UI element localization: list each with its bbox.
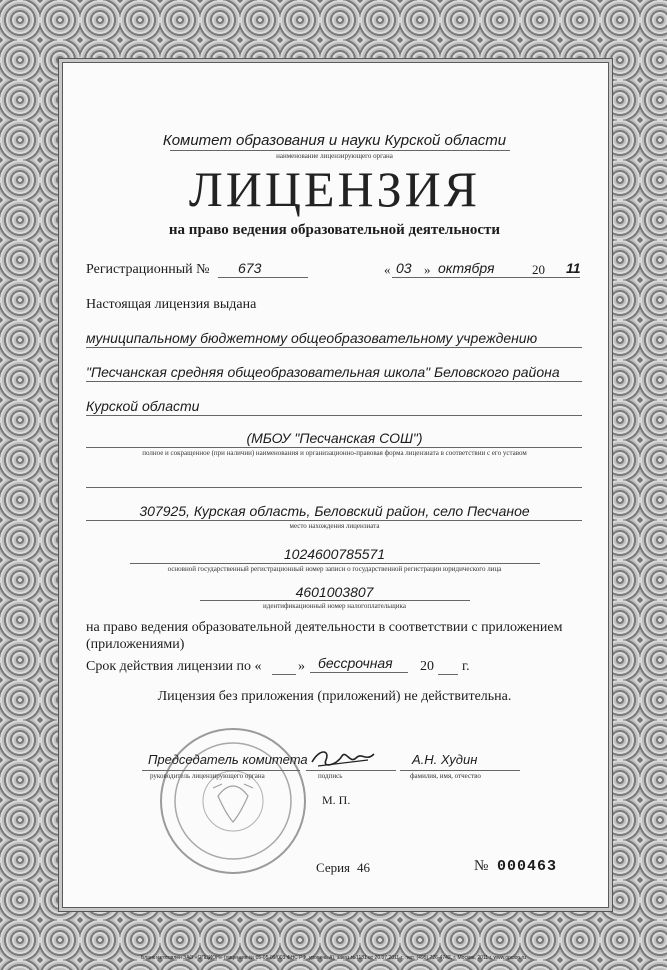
blank-rule: [86, 487, 582, 488]
inn-caption: идентификационный номер налогоплательщика: [263, 602, 406, 610]
activity-line-1: на право ведения образовательной деятельности в соответствии с приложением: [86, 620, 563, 635]
issued-label: Настоящая лицензия выдана: [86, 297, 257, 312]
address-caption: место нахождения лицензиата: [289, 522, 380, 530]
validity-month-rule: [310, 672, 408, 673]
registration-label: Регистрационный №: [86, 262, 210, 277]
registration-month: октября: [438, 260, 495, 276]
registration-quote-open: «: [384, 262, 391, 277]
registration-year-prefix: 20: [532, 262, 545, 277]
serial-number: 000463: [497, 858, 558, 875]
licensee-short-name: (МБОУ "Песчанская СОШ"): [246, 430, 423, 446]
inn-rule: [200, 600, 470, 601]
licensee-line-1: муниципальному бюджетному общеобразовательному учреждению: [86, 330, 538, 346]
validity-label: Срок действия лицензии по «: [86, 659, 262, 674]
signature-caption: подпись: [318, 772, 343, 780]
ogrn-value: 1024600785571: [283, 546, 386, 562]
issuer-caption: наименование лицензирующего органа: [276, 152, 393, 160]
licensee-line-3: Курской области: [86, 398, 200, 414]
issuer-rule: [170, 150, 510, 151]
seal-stamp-icon: [158, 726, 308, 876]
signer-position: Председатель комитета: [148, 752, 308, 767]
signer-position-caption: руководитель лицензирующего органа: [150, 772, 265, 780]
registration-number: 673: [238, 260, 262, 276]
ogrn-caption: основной государственный регистрационный номер записи о государственной регистрации юридического лица: [167, 565, 502, 573]
page-title: ЛИЦЕНЗИЯ: [188, 161, 481, 217]
validity-note: Лицензия без приложения (приложений) не действительна.: [157, 689, 512, 704]
series-value: 46: [357, 860, 370, 875]
registration-year-suffix: 11: [566, 260, 581, 276]
serial-label: №: [474, 858, 489, 874]
registration-day: 03: [396, 260, 412, 276]
validity-year-prefix: 20: [420, 659, 434, 674]
licensee-line-1-rule: [86, 347, 582, 348]
validity-year-rule: [438, 674, 458, 675]
licensee-line-2: "Песчанская средняя общеобразовательная школа" Беловского района: [86, 364, 560, 380]
page-subtitle: на право ведения образовательной деятельности: [168, 222, 501, 238]
ogrn-rule: [130, 563, 540, 564]
signer-name-rule: [400, 770, 520, 771]
registration-number-rule: [218, 277, 308, 278]
validity-value: бессрочная: [318, 655, 393, 671]
issuer-name: Комитет образования и науки Курской области: [162, 132, 507, 149]
stamp-label: М. П.: [322, 793, 351, 807]
licensee-short-rule: [86, 447, 582, 448]
validity-quote-close: »: [298, 659, 305, 674]
licensee-line-3-rule: [86, 415, 582, 416]
address-rule: [86, 520, 582, 521]
address-value: 307925, Курская область, Беловский район, село Песчаное: [139, 503, 530, 519]
signature-rule: [306, 770, 396, 771]
signer-name: А.Н. Худин: [412, 752, 478, 767]
activity-line-2: (приложениями): [86, 637, 185, 652]
registration-quote-close: »: [424, 262, 431, 277]
printer-footer: Бланк изготовлен ЗАО «ОПЦИОН» (лицензия № 05-05-09/003 ФНС РФ, уровень А), заказ №1181 от 20.07.2011 г., тел. (495) 726-4742, г. Москва, 2011 г. www.opcion.ru: [141, 955, 526, 961]
series-label: Серия: [316, 860, 351, 875]
licensee-line-2-rule: [86, 381, 582, 382]
registration-date-rule: [392, 277, 580, 278]
inn-value: 4601003807: [295, 584, 374, 600]
validity-year-suffix: г.: [462, 659, 470, 674]
signer-name-caption: фамилия, имя, отчество: [410, 772, 481, 780]
signer-position-rule: [142, 770, 300, 771]
validity-day-rule: [272, 674, 296, 675]
licensee-caption: полное и сокращенное (при наличии) наименования и организационно-правовая форма лицензиата в соответствии с его уставом: [142, 449, 527, 457]
